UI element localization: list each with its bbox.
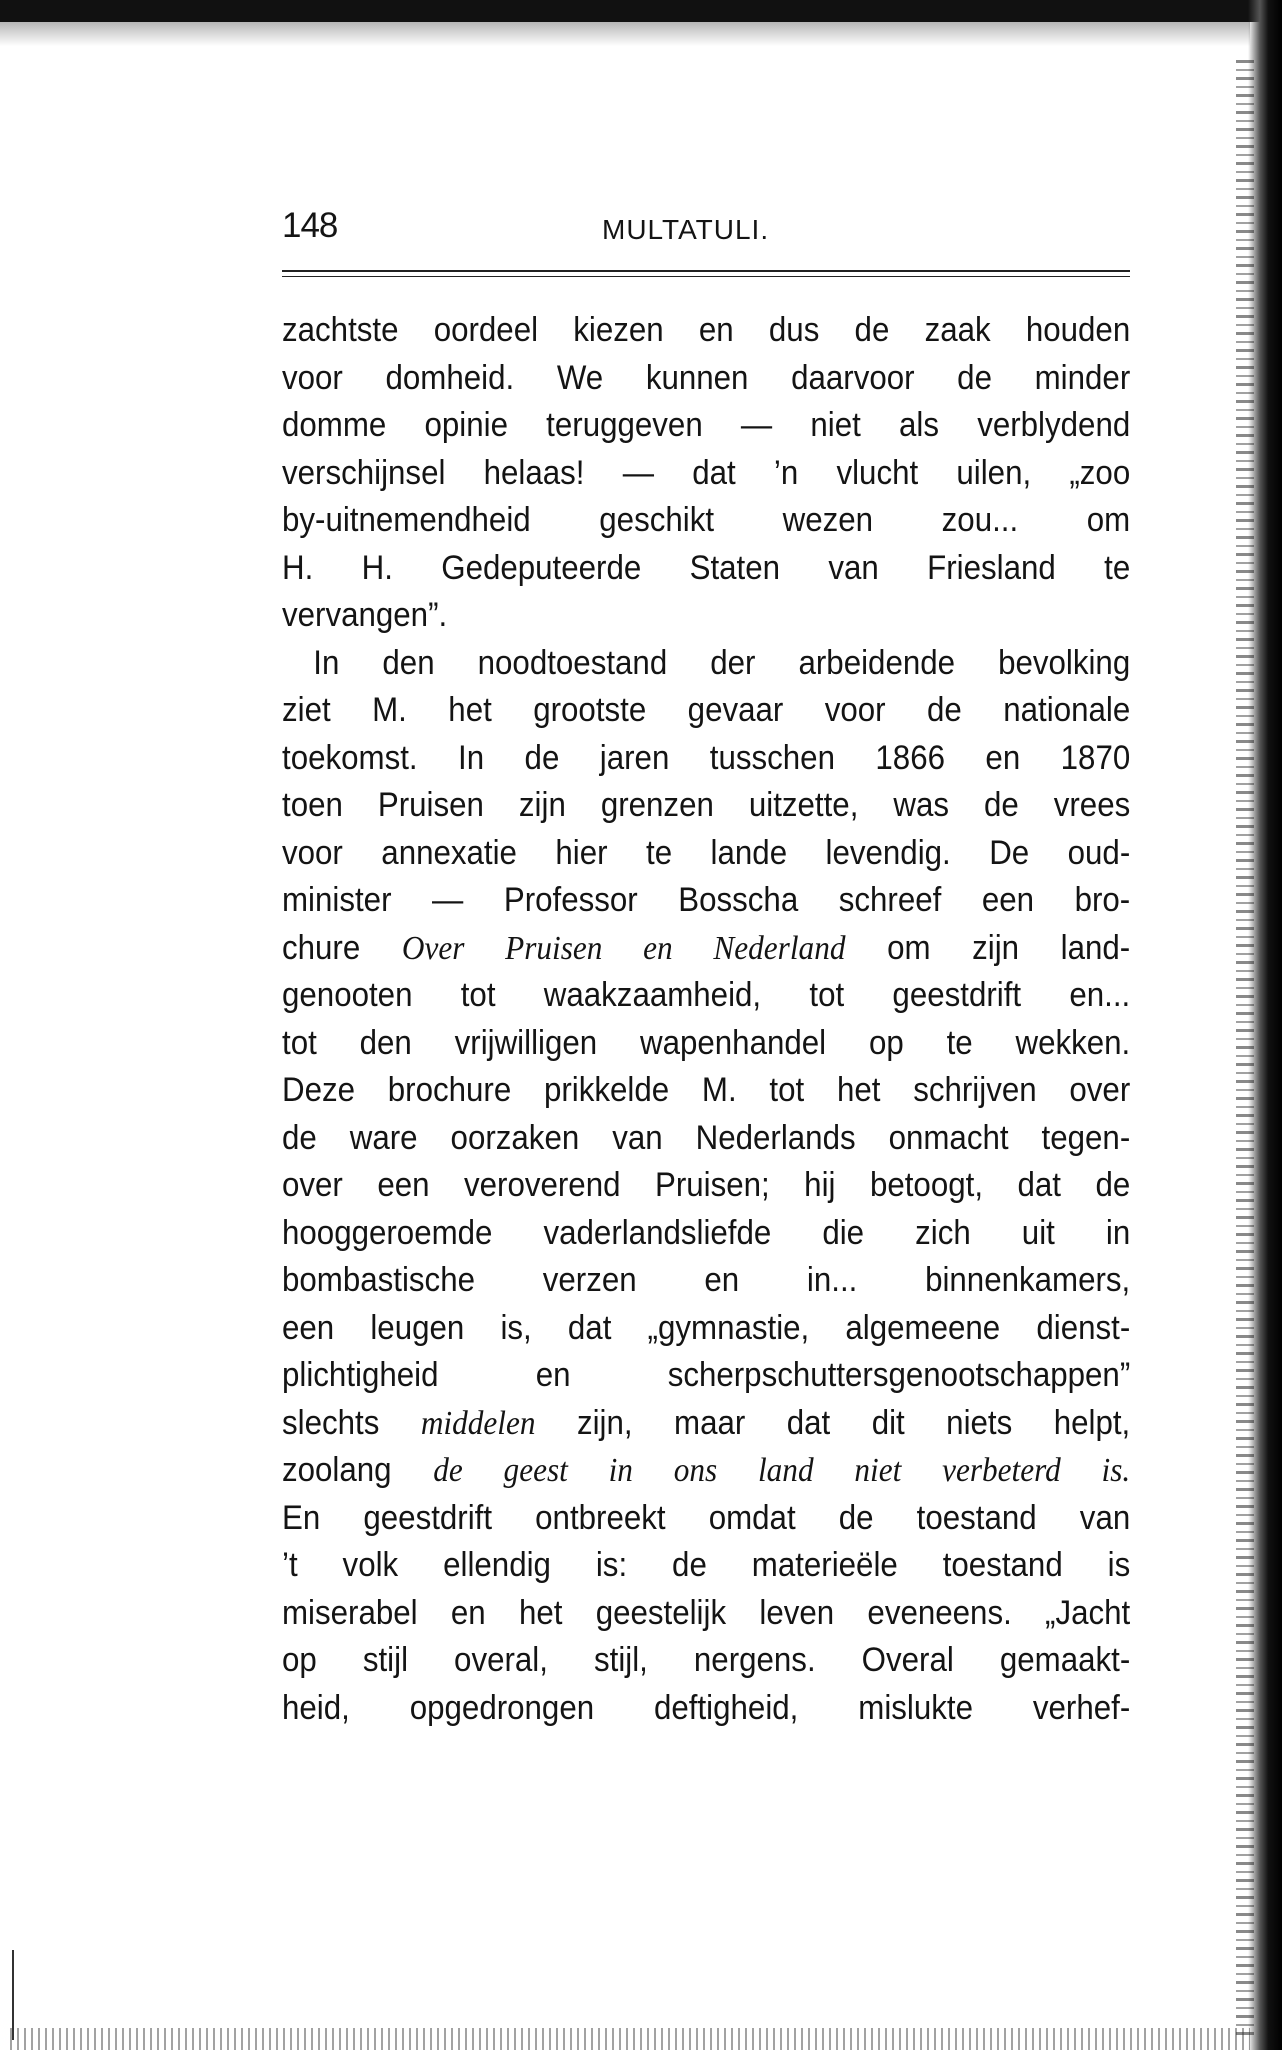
scan-left-mark [12, 1950, 14, 2040]
text-span: miserabel en het geestelijk leven eveneens. „Jacht [282, 1593, 1131, 1632]
text-span: En geestdrift ontbreekt omdat de toestand van [282, 1498, 1131, 1537]
text-line [282, 1685, 1130, 1733]
text-line [282, 545, 1130, 593]
text-span: vervangen”. [282, 596, 448, 634]
text-span: om zijn land- [845, 928, 1131, 967]
text-span: toekomst. In de jaren tusschen 1866 en 1870 [282, 738, 1131, 777]
text-line [282, 782, 1130, 830]
text-line [282, 877, 1130, 925]
text-span: H. H. Gedeputeerde Staten van Friesland te [282, 548, 1131, 587]
page-number: 148 [282, 206, 338, 245]
text-span: verschijnsel helaas! — dat ’n vlucht uilen, „zoo [282, 453, 1131, 492]
text-span: Deze brochure prikkelde M. tot het schrijven over [282, 1071, 1131, 1109]
text-line [282, 1257, 1130, 1305]
text-line [282, 1495, 1130, 1543]
header-rule-thin [282, 276, 1130, 277]
scan-right-speckle [1236, 60, 1254, 2040]
body-text [282, 307, 1130, 1732]
text-span: genooten tot waakzaamheid, tot geestdrift en... [282, 976, 1131, 1014]
text-line [282, 1590, 1130, 1638]
text-line [282, 1542, 1130, 1590]
text-line [282, 1400, 1130, 1448]
italic-text: de geest in ons land niet verbeterd is. [433, 1452, 1131, 1489]
text-line [282, 830, 1130, 878]
text-span: domme opinie teruggeven — niet als verblydend [282, 406, 1131, 444]
text-span: de ware oorzaken van Nederlands onmacht tegen- [282, 1118, 1131, 1157]
text-span: hooggeroemde vaderlandsliefde die zich uit in [282, 1213, 1131, 1252]
text-line [282, 1305, 1130, 1353]
scan-top-shadow [0, 22, 1250, 46]
text-line [282, 1352, 1130, 1400]
text-span: voor annexatie hier te lande levendig. De oud- [282, 833, 1131, 872]
page-header [282, 206, 1130, 250]
text-span: ziet M. het grootste gevaar voor de nationale [282, 691, 1131, 729]
text-line [282, 1115, 1130, 1163]
text-span: een leugen is, dat „gymnastie, algemeene dienst- [282, 1308, 1131, 1347]
text-line [282, 402, 1130, 450]
text-line [282, 1020, 1130, 1068]
text-line [282, 1637, 1130, 1685]
text-line [282, 497, 1130, 545]
text-span: zachtste oordeel kiezen en dus de zaak houden [282, 311, 1131, 349]
text-span: by-uitnemendheid geschikt wezen zou... om [282, 501, 1131, 539]
text-span: bombastische verzen en in... binnenkamers, [282, 1261, 1131, 1299]
text-line [282, 687, 1130, 735]
text-span: chure [282, 928, 402, 967]
scan-top-edge [0, 0, 1282, 22]
text-span: minister — Professor Bosscha schreef een bro- [282, 881, 1131, 919]
header-rule [282, 270, 1130, 272]
text-span: In den noodtoestand der arbeidende bevolking [313, 643, 1131, 682]
scan-bottom-edge [10, 2028, 1250, 2050]
italic-text: middelen [420, 1404, 536, 1442]
text-line [282, 1162, 1130, 1210]
text-line [282, 450, 1130, 498]
text-line [282, 592, 1130, 640]
text-line [282, 355, 1130, 403]
text-span: op stijl overal, stijl, nergens. Overal gemaakt- [282, 1641, 1131, 1679]
text-span: plichtigheid en scherpschuttersgenootschappen” [282, 1356, 1131, 1394]
running-head: MULTATULI. [602, 214, 770, 245]
text-line [282, 925, 1130, 973]
text-span: slechts [282, 1403, 421, 1442]
text-span: zijn, maar dat dit niets helpt, [535, 1403, 1131, 1442]
text-span: tot den vrijwilligen wapenhandel op te wekken. [282, 1023, 1131, 1062]
text-line [282, 972, 1130, 1020]
text-line [282, 735, 1130, 783]
text-line [282, 1447, 1130, 1495]
book-page [282, 206, 1130, 1732]
text-line [282, 640, 1130, 688]
text-span: heid, opgedrongen deftigheid, mislukte verhef- [282, 1688, 1131, 1727]
text-span: toen Pruisen zijn grenzen uitzette, was de vrees [282, 786, 1131, 824]
text-span: over een veroverend Pruisen; hij betoogt, dat de [282, 1166, 1131, 1204]
text-line [282, 307, 1130, 355]
text-span: zoolang [282, 1451, 434, 1489]
text-span: ’t volk ellendig is: de materieële toestand is [282, 1546, 1131, 1584]
text-line [282, 1210, 1130, 1258]
text-span: voor domheid. We kunnen daarvoor de minder [282, 358, 1131, 397]
italic-text: Over Pruisen en Nederland [401, 929, 846, 967]
text-line [282, 1067, 1130, 1115]
